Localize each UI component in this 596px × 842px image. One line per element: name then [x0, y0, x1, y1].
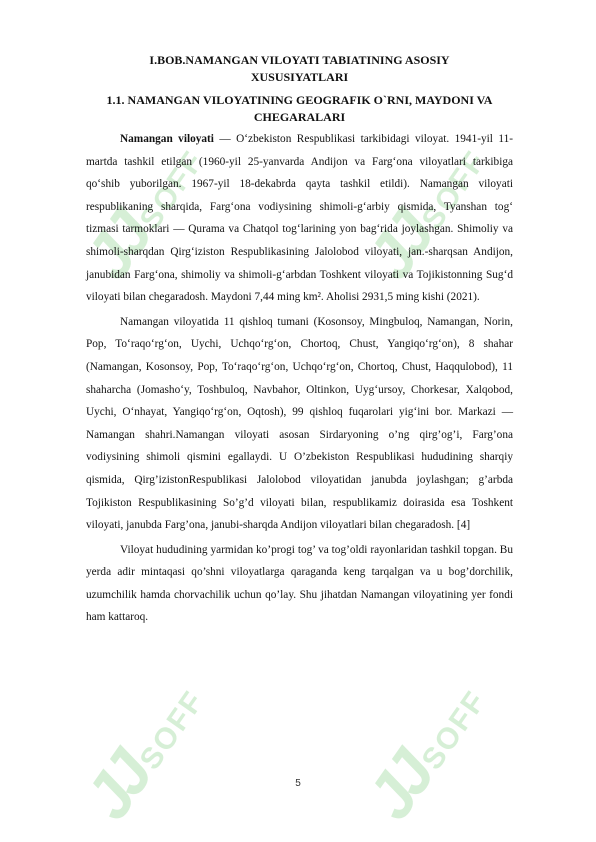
watermark-left-bottom: JJ SOFF [70, 684, 212, 832]
watermark-right-top: JJ SOFF [352, 144, 494, 292]
chapter-title: I.BOB.NAMANGAN VILOYATI TABIATINING ASOSIY XUSUSIYATLARI [149, 53, 450, 84]
page-content [86, 52, 513, 629]
paragraph-1 [86, 128, 513, 309]
section-title: 1.1. NAMANGAN VILOYATINING GEOGRAFIK O`RNI, MAYDONI VA CHEGARALARI [106, 93, 493, 124]
paragraph-1-lead: Namangan viloyati [120, 133, 214, 145]
page-number: 5 [295, 778, 301, 789]
paragraph-2: Namangan viloyatida 11 qishloq tumani (Kosonsoy, Mingbuloq, Namangan, Norin, Pop, Toʻraqoʻrgʻon, Uychi, Uchqoʻrgʻon, Chortoq, Chust, Yangiqoʻrgʻon), 8 shahar (Namangan, Kosonsoy, Pop, Toʻraqoʻrgʻon, Uchqoʻrgʻon, Chortoq, Chust, Haqqulobod), 11 shaharcha (Jomashoʻy, Toshbuloq, Navbahor, Oltinkon, Uygʻursoy, Chorkesar, Xalqobod, Uychi, Oʻnhayat, Yangiqoʻrgʻon, Oqtosh), 99 qishloq fuqarolari yigʻini bor. Markazi — Namangan shahri.Namangan viloyati asosan Sirdaryoning o’ng qirg’og’i, Farg’ona vodiysining shimoli qismini egallaydi. U O’zbekiston Respublikasi hududining sharqiy qismida, Qirg’izistonRespublikasi Jalolobod viloyatidan janubda joylashgan; g’arbda Tojikiston Respublikasining So’g’d viloyati bilan, respublikamiz doirasida esa Toshkent viloyati, janubda Farg’ona, janubi-sharqda Andijon viloyatlari bilan chegaradosh. [4] [86, 315, 513, 532]
paragraph-1-text: — Oʻzbekiston Respublikasi tarkibidagi viloyat. 1941-yil 11-martda tashkil etilgan (1960-yil 25-yanvarda Andijon va Fargʻona viloyatlari tarkibiga qoʻshib yuborilgan. 1967-yil 18-dekabrda qayta tashkil etildi). Namangan viloyati respublikaning sharqida, Fargʻona vodiysining shimoli-gʻarbiy qismida, Tyanshan togʻ tizmasi tarmoklari — Qurama va Chatqol togʻlarining yon bagʻrida joylashgan. Shimoliy va shimoli-sharqdan Qirgʻiziston Respublikasining Jalolobod viloyati, jan.-sharqsan Andijon, janubidan Fargʻona, shimoliy va shimoli-gʻarbdan Toshkent viloyati va Tojikistonning Sugʻd viloyati bilan chegaradosh. Maydoni 7,44 ming km². Aholisi 2931,5 ming kishi (2021). [86, 133, 513, 304]
watermark-right-bottom: JJ SOFF [352, 684, 494, 832]
paragraph-3: Viloyat hududining yarmidan ko’progi tog’ va tog’oldi rayonlaridan tashkil topgan. Bu yerda adir mintaqasi qo’shni viloyatlarga qaraganda keng tarqalgan va u bog’dorchilik, uzumchilik hamda chorvachilik uchun qo’lay. Shu jihatdan Namangan viloyatining yer fondi ham kattaroq. [86, 543, 513, 624]
watermark-left-top: JJ SOFF [70, 144, 212, 292]
